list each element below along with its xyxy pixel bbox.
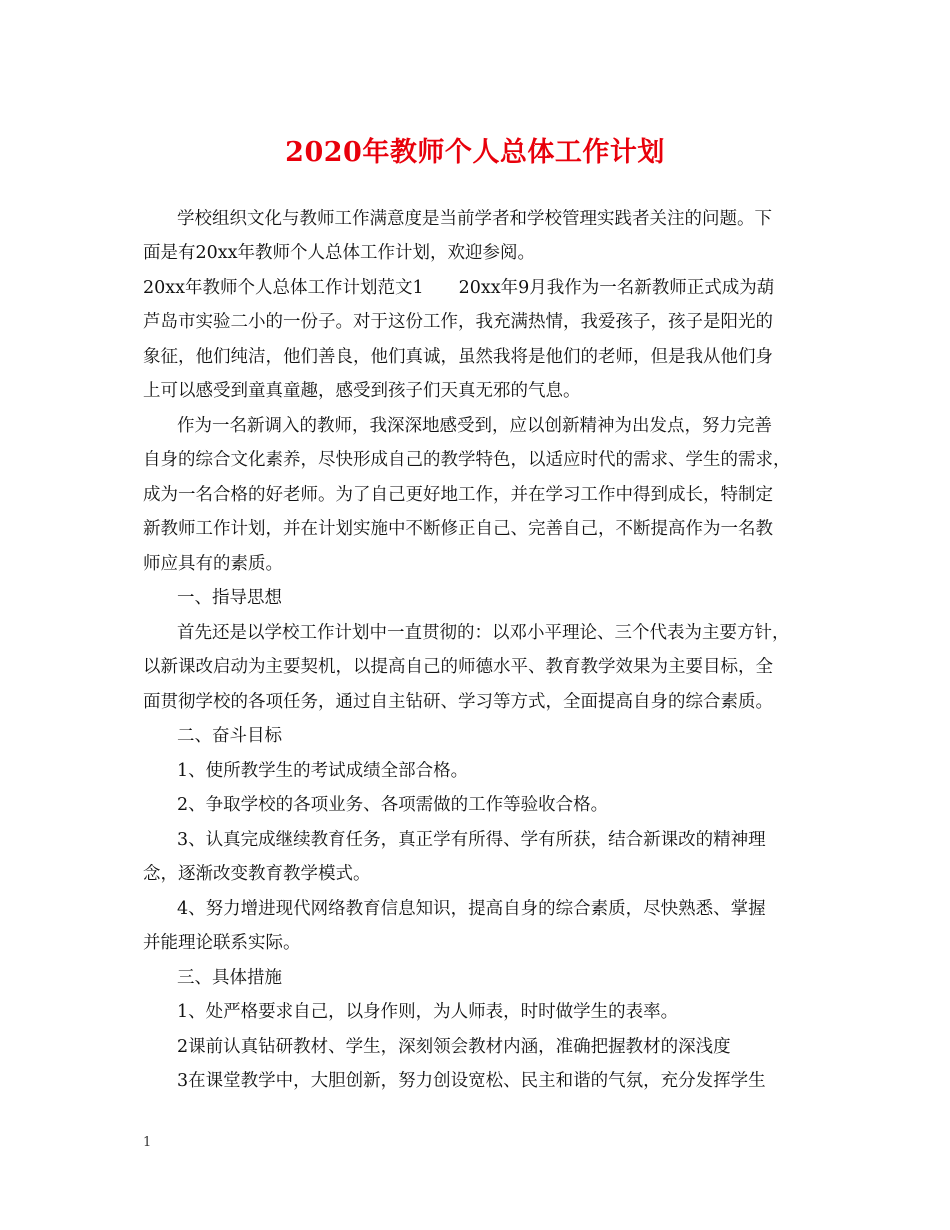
text-line: 新教师工作计划，并在计划实施中不断修正自己、完善自己，不断提高作为一名教 <box>143 519 773 539</box>
text-line: 自身的综合文化素养，尽快形成自己的教学特色，以适应时代的需求、学生的需求， <box>143 450 791 470</box>
text-line: 3、认真完成继续教育任务，真正学有所得、学有所获，结合新课改的精神理 <box>177 830 766 850</box>
text-line: 学校组织文化与教师工作满意度是当前学者和学校管理实践者关注的问题。下 <box>177 209 772 229</box>
text-line: 面贯彻学校的各项任务，通过自主钻研、学习等方式，全面提高自身的综合素质。 <box>143 692 773 712</box>
text-line: 以新课改启动为主要契机，以提高自己的师德水平、教育教学效果为主要目标，全 <box>143 657 773 677</box>
text-line: 1、使所教学生的考试成绩全部合格。 <box>177 761 469 781</box>
text-line: 作为一名新调入的教师，我深深地感受到，应以创新精神为出发点，努力完善 <box>177 416 772 436</box>
text-line: 成为一名合格的好老师。为了自己更好地工作，并在学习工作中得到成长，特制定 <box>143 485 773 505</box>
text-line: 20xx年教师个人总体工作计划范文1 20xx年9月我作为一名新教师正式成为葫 <box>143 278 775 298</box>
text-line: 并能理论联系实际。 <box>143 933 301 953</box>
text-line: 上可以感受到童真童趣，感受到孩子们天真无邪的气息。 <box>143 381 581 401</box>
text-line: 首先还是以学校工作计划中一直贯彻的：以邓小平理论、三个代表为主要方针， <box>177 623 790 643</box>
text-line: 芦岛市实验二小的一份子。对于这份工作，我充满热情，我爱孩子，孩子是阳光的 <box>143 312 773 332</box>
page-number: 1 <box>143 1135 152 1150</box>
section-heading: 一、指导思想 <box>177 588 282 608</box>
text-line: 2、争取学校的各项业务、各项需做的工作等验收合格。 <box>177 795 609 815</box>
section-heading: 二、奋斗目标 <box>177 726 282 746</box>
text-line: 1、处严格要求自己，以身作则，为人师表，时时做学生的表率。 <box>177 1002 679 1022</box>
text-line: 面是有20xx年教师个人总体工作计划，欢迎参阅。 <box>143 243 536 263</box>
section-heading: 三、具体措施 <box>177 968 282 988</box>
text-line: 师应具有的素质。 <box>143 554 283 574</box>
text-line: 4、努力增进现代网络教育信息知识，提高自身的综合素质，尽快熟悉、掌握 <box>177 899 766 919</box>
text-line: 象征，他们纯洁，他们善良，他们真诚，虽然我将是他们的老师，但是我从他们身 <box>143 347 773 367</box>
text-line: 3在课堂教学中，大胆创新，努力创设宽松、民主和谐的气氛，充分发挥学生 <box>177 1071 766 1091</box>
text-line: 2课前认真钻研教材、学生，深刻领会教材内涵，准确把握教材的深浅度 <box>177 1037 731 1057</box>
document-title: 2020年教师个人总体工作计划 <box>285 137 665 168</box>
text-line: 念，逐渐改变教育教学模式。 <box>143 864 371 884</box>
